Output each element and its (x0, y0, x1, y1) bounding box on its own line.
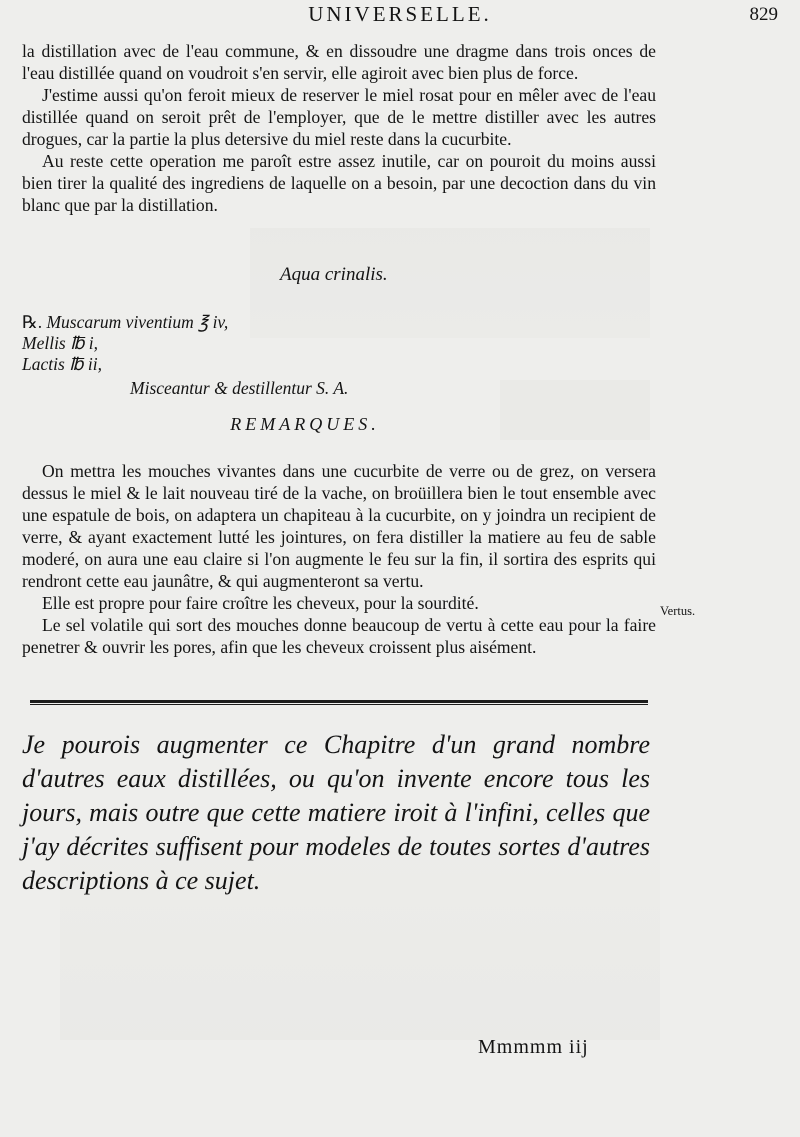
recipe-instruction: Misceantur & destillentur S. A. (130, 378, 349, 398)
signature-mark: Mmmmm iij (478, 1036, 589, 1058)
page-number: 829 (749, 4, 778, 25)
recipe-line: Mellis ℔ i, (22, 333, 99, 353)
margin-note: Vertus. (660, 604, 696, 618)
remarques-heading: REMARQUES. (230, 414, 380, 434)
paragraph: la distillation avec de l'eau commune, & en dissoudre une dragme dans trois onces de l'eau distillée quand on voudroit s'en servir, elle agiroit avec bien plus de force. (22, 41, 656, 83)
recipe-symbol: ℞. (22, 312, 43, 332)
closing-paragraph: Je pourois augmenter ce Chapitre d'un grand nombre d'autres eaux distillées, ou qu'on invente encore tous les jours, mais outre que cette matiere iroit à l'infini, celles que j'ay décrites suffisent pour modeles de toutes sortes d'autres descriptions à ce sujet. (22, 730, 650, 895)
recipe-line (22, 312, 228, 333)
recipe-block (22, 312, 228, 375)
paragraph: Au reste cette operation me paroît estre assez inutile, car on pouroit du moins aussi bien tirer la qualité des ingrediens de laquelle on a besoin, par une decoction dans du vin blanc que par la distillation. (22, 151, 656, 215)
divider (30, 700, 648, 703)
running-title: UNIVERSELLE. (308, 2, 492, 26)
remarks-block (22, 460, 656, 658)
paragraph: Elle est propre pour faire croître les cheveux, pour la sourdité. (42, 593, 479, 613)
paragraph: J'estime aussi qu'on feroit mieux de reserver le miel rosat pour en mêler avec de l'eau distillée quand on seroit prêt de l'employer, que de le mettre distiller avec les autres drogues, car la partie la plus detersive du miel reste dans la cucurbite. (22, 85, 656, 149)
recipe-ingredient: Muscarum viventium ℥ iv, (46, 312, 229, 332)
text-block-top (22, 40, 656, 216)
recipe-line: Lactis ℔ ii, (22, 354, 102, 374)
recipe-title: Aqua crinalis. (280, 264, 388, 285)
divider (30, 704, 648, 705)
paragraph: Le sel volatile qui sort des mouches donne beaucoup de vertu à cette eau pour la faire penetrer & ouvrir les pores, afin que les cheveux croissent plus aisément. (22, 615, 656, 657)
paragraph: On mettra les mouches vivantes dans une cucurbite de verre ou de grez, on versera dessus le miel & le lait nouveau tiré de la vache, on broüillera bien le tout ensemble avec une espatule de bois, on adaptera un chapiteau à la cucurbite, on y joindra un recipient de verre, & ayant exactement lutté les jointures, on fera distiller la matiere au feu de sable moderé, on aura une eau claire si l'on augmente le feu sur la fin, il sortira des esprits qui rendront cette eau jaunâtre, & qui augmenteront sa vertu. (22, 461, 656, 591)
